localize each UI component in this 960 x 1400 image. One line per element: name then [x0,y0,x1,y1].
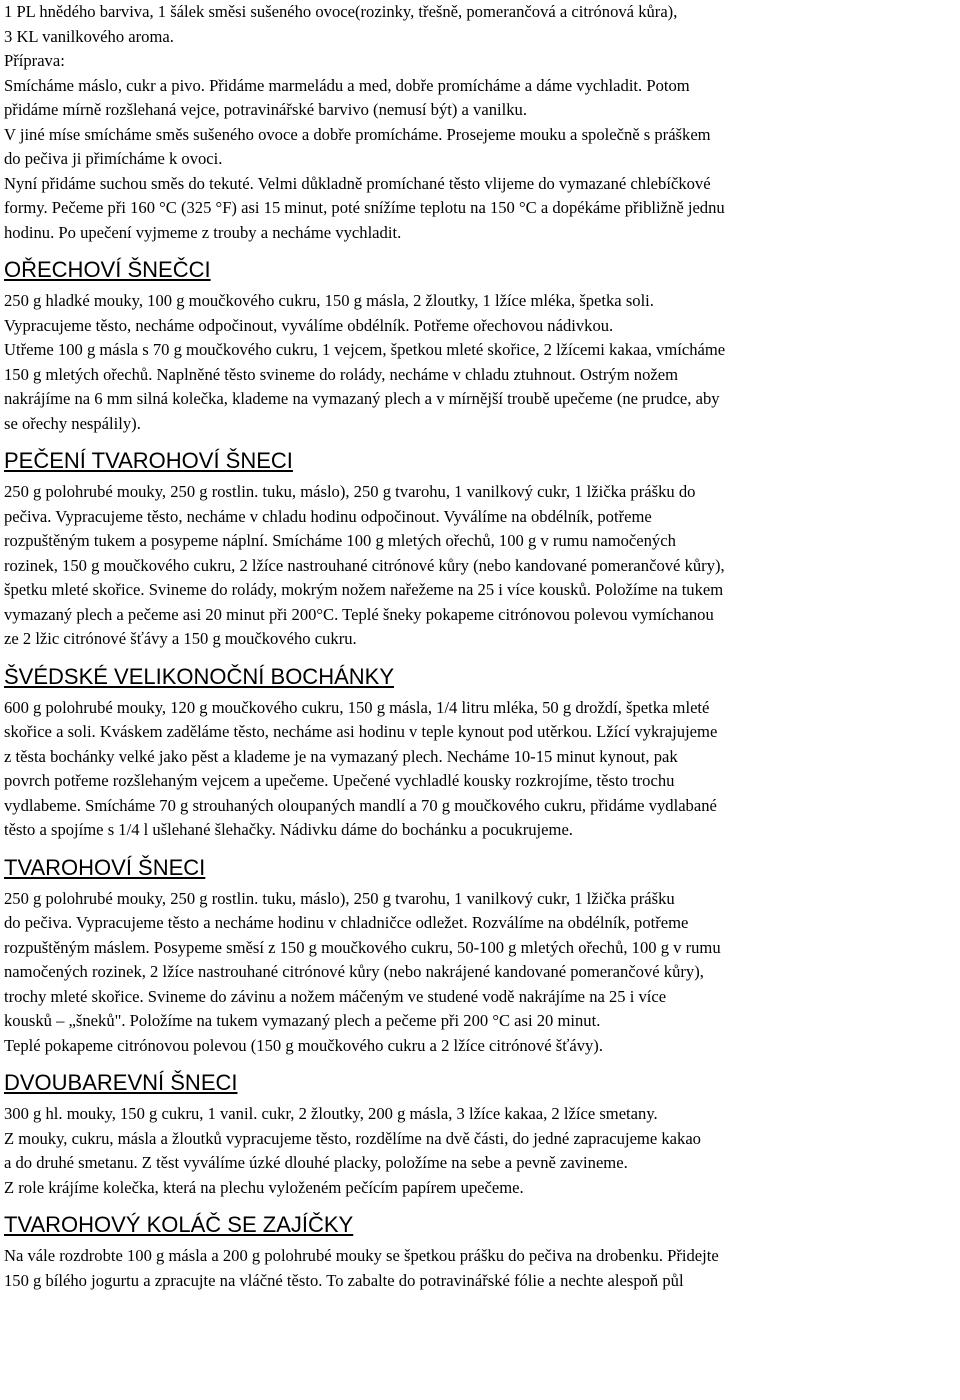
recipe-title: OŘECHOVÍ ŠNEČCI [4,257,211,282]
recipe-section [4,1068,956,1200]
recipe-title: PEČENÍ TVAROHOVÍ ŠNECI [4,448,293,473]
recipe-title: TVAROHOVÝ KOLÁČ SE ZAJÍČKY [4,1212,354,1237]
text-line: rozinek, 150 g moučkového cukru, 2 lžíce nastrouhané citrónové kůry (nebo kandované pomerančové kůry), [4,555,725,575]
text-line: Příprava: [4,51,65,70]
recipe-title: ŠVÉDSKÉ VELIKONOČNÍ BOCHÁNKY [4,663,394,689]
text-line: do pečiva. Vypracujeme těsto a necháme hodinu v chladničce odležet. Rozválíme na obdélník, potřeme [4,913,689,932]
text-line: 250 g polohrubé mouky, 250 g rostlin. tuku, máslo), 250 g tvarohu, 1 vanilkový cukr, 1 lžička prášku [4,888,675,908]
text-line: 1 PL hnědého barviva, 1 šálek směsi sušeného ovoce(rozinky, třešně, pomerančová a citrónová kůra), [4,2,678,21]
text-line: těsto a spojíme s 1/4 l ušlehané šlehačky. Nádivku dáme do bochánku a pocukrujeme. [4,820,573,839]
text-line: vydlabeme. Smícháme 70 g strouhaných oloupaných mandlí a 70 g moučkového cukru, přidáme vydlabané [4,795,717,815]
recipe-title: DVOUBAREVNÍ ŠNECI [4,1070,238,1095]
intro-block [4,0,956,245]
text-line: V jiné míse smícháme směs sušeného ovoce a dobře promícháme. Prosejeme mouku a společně s práškem [4,124,711,144]
recipe-section [4,662,956,843]
text-line: Nyní přidáme suchou směs do tekuté. Velmi důkladně promíchané těsto vlijeme do vymazané chlebíčkové [4,173,711,193]
text-line: rozpuštěným tukem a posypeme náplní. Smícháme 100 g mletých ořechů, 100 g v rumu namočených [4,531,676,550]
recipe-section [4,255,956,436]
text-line: trochy mleté skořice. Svineme do závinu a nožem máčeným ve studené vodě nakrájíme na 25 i více [4,986,667,1006]
text-line: 150 g mletých ořechů. Naplněné těsto svineme do rolády, necháme v chladu ztuhnout. Ostrým nožem [4,364,679,384]
text-line: Teplé pokapeme citrónovou polevou (150 g moučkového cukru a 2 lžíce citrónové šťávy). [4,1035,603,1055]
text-line: Na vále rozdrobte 100 g másla a 200 g polohrubé mouky se špetkou prášku do pečiva na drobenku. Přidejte [4,1246,719,1265]
recipe-title: TVAROHOVÍ ŠNECI [4,854,206,880]
text-line: z těsta bochánky velké jako pěst a klademe je na vymazaný plech. Necháme 10-15 minut kynout, pak [4,746,678,766]
text-line: Smícháme máslo, cukr a pivo. Přidáme marmeládu a med, dobře promícháme a dáme vychladit. Potom [4,75,690,95]
text-line: 150 g bílého jogurtu a zpracujte na vláčné těsto. To zabalte do potravinářské fólie a nechte alespoň půl [4,1270,684,1290]
text-line: kousků – „šneků". Položíme na tukem vymazaný plech a pečeme při 200 °C asi 20 minut. [4,1011,601,1030]
text-line: vymazaný plech a pečeme asi 20 minut při 200°C. Teplé šneky pokapeme citrónovou polevou vymíchanou [4,604,714,624]
text-line: do pečiva ji přimícháme k ovoci. [4,149,223,168]
text-line: Z mouky, cukru, másla a žloutků vypracujeme těsto, rozdělíme na dvě části, do jedné zapracujeme kakao [4,1128,701,1148]
recipe-section [4,853,956,1059]
text-line: a do druhé smetanu. Z těst vyválíme úzké dlouhé placky, položíme na sebe a pevně zavineme. [4,1153,628,1172]
text-line: 250 g hladké mouky, 100 g moučkového cukru, 150 g másla, 2 žloutky, 1 lžíce mléka, špetka soli. [4,291,654,310]
text-line: Z role krájíme kolečka, která na plechu vyloženém pečícím papírem upečeme. [4,1177,524,1197]
text-line: rozpuštěným máslem. Posypeme směsí z 150 g moučkového cukru, 50-100 g mletých ořechů, 100 g v rumu [4,937,721,957]
text-line: Vypracujeme těsto, necháme odpočinout, vyválíme obdélník. Potřeme ořechovou nádivkou. [4,315,614,335]
text-line: formy. Pečeme při 160 °C (325 °F) asi 15 minut, poté snížíme teplotu na 150 °C a dopékáme přibližně jednu [4,198,725,217]
text-line: nakrájíme na 6 mm silná kolečka, klademe na vymazaný plech a v mírnější troubě upečeme (ne prudce, aby [4,389,720,408]
text-line: hodinu. Po upečení vyjmeme z trouby a necháme vychladit. [4,222,402,242]
text-line: Utřeme 100 g másla s 70 g moučkového cukru, 1 vejcem, špetkou mleté skořice, 2 lžícemi kakaa, vmícháme [4,340,726,359]
text-line: se ořechy nespálily). [4,413,141,433]
text-line: 300 g hl. mouky, 150 g cukru, 1 vanil. cukr, 2 žloutky, 200 g másla, 3 lžíce kakaa, 2 lžíce smetany. [4,1104,658,1123]
text-line: skořice a soli. Kváskem zaděláme těsto, necháme asi hodinu v teple kynout pod utěrkou. Lžící vykrajujeme [4,722,718,741]
text-line: 3 KL vanilkového aroma. [4,26,174,46]
text-line: 250 g polohrubé mouky, 250 g rostlin. tuku, máslo), 250 g tvarohu, 1 vanilkový cukr, 1 lžička prášku do [4,482,696,501]
recipe-section [4,1210,956,1293]
text-line: špetku mleté skořice. Svineme do rolády, mokrým nožem nařežeme na 25 i více kousků. Položíme na tukem [4,580,724,599]
text-line: ze 2 lžic citrónové šťávy a 150 g moučkového cukru. [4,629,357,648]
text-line: namočených rozinek, 2 lžíce nastrouhané citrónové kůry (nebo nakrájené kandované pomerančové kůry), [4,962,704,981]
text-line: přidáme mírně rozšlehaná vejce, potravinářské barvivo (nemusí být) a vanilku. [4,100,527,119]
recipe-section [4,446,956,652]
text-line: 600 g polohrubé mouky, 120 g moučkového cukru, 150 g másla, 1/4 litru mléka, 50 g droždí, špetka mleté [4,697,710,717]
text-line: pečiva. Vypracujeme těsto, necháme v chladu hodinu odpočinout. Vyválíme na obdélník, potřeme [4,506,652,526]
text-line: povrch potřeme rozšlehaným vejcem a upečeme. Upečené vychladlé kousky rozkrojíme, těsto trochu [4,771,675,790]
